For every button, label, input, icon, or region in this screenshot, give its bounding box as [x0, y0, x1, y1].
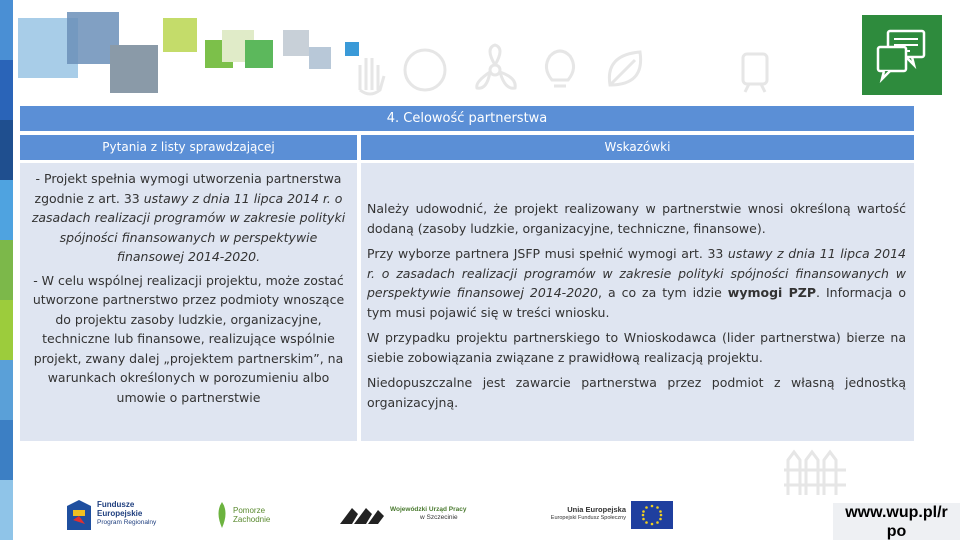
column-header-questions: Pytania z listy sprawdzającej	[20, 135, 357, 160]
logo-fundusze-europejskie	[65, 494, 165, 534]
pomorze-logo-icon	[215, 500, 229, 530]
train-icon	[725, 40, 785, 100]
logo-unia-europejska	[540, 494, 675, 534]
logo3-line2: w Szczecinie	[420, 514, 458, 521]
website-link[interactable]: www.wup.pl/r po	[833, 503, 960, 540]
eu-flag-icon	[631, 501, 673, 529]
question-paragraph-1	[28, 169, 349, 267]
question-1-act-title: ustawy z dnia 11 lipca 2014 r. o zasadach realizacji programów w zakresie polityki spójności finansowanych w perspektywie finansowej 2014-2020.	[31, 190, 346, 264]
hand-icon	[340, 40, 400, 100]
logo3-line1: Wojewódzki Urząd Pracy	[390, 506, 467, 513]
logo2-line2: Zachodnie	[233, 515, 271, 524]
hints-cell	[361, 163, 914, 441]
left-color-bar	[0, 0, 13, 540]
hint-2-act-title: ustawy z dnia 11 lipca 2014 r. o zasadach realizacji programów w zakresie polityki spójności finansowanych w perspektywie finansowej 2014-2020	[367, 246, 906, 300]
logo-wup-szczecin	[338, 494, 488, 534]
bulb-icon	[530, 40, 590, 100]
globe-icon	[395, 40, 455, 100]
hint-paragraph-2	[367, 244, 906, 322]
logo2-line1: Pomorze	[233, 506, 266, 515]
leaf-icon	[595, 40, 655, 100]
hint-2-text-e: . Informacja o tym musi pojawić się w treści wniosku.	[367, 285, 906, 320]
footer-logos	[60, 494, 780, 534]
hint-paragraph-1: Należy udowodnić, że projekt realizowany w partnerstwie wnosi określoną wartość dodaną (zasoby ludzkie, organizacyjne, techniczne, finansowe).	[367, 201, 906, 236]
section-header: 4. Celowość partnerstwa	[20, 106, 914, 131]
fe-logo-icon	[65, 496, 93, 532]
logo1-line3: Program Regionalny	[97, 519, 157, 526]
question-paragraph-2: - W celu wspólnej realizacji projektu, może zostać utworzone partnerstwo przez podmioty wnoszące do projektu zasoby ludzkie, organizacyjne, techniczne lub finansowe, realizujące wspólnie projekt, zwany dalej „projektem partnerskim”, na warunkach określonych w porozumieniu albo umowie o partnerstwie	[32, 272, 345, 405]
logo4-line2: Europejski Fundusz Społeczny	[550, 515, 626, 521]
fence-icon	[780, 440, 850, 500]
question-1-text: - Projekt spełnia wymogi utworzenia partnerstwa zgodnie z art. 33	[34, 171, 342, 206]
hint-paragraph-3: W przypadku projektu partnerskiego to Wnioskodawca (lider partnerstwa) bierze na siebie zobowiązania związane z prawidłową realizacją projektu.	[367, 330, 906, 365]
windmill-icon	[465, 40, 525, 100]
column-header-hints: Wskazówki	[361, 135, 914, 160]
chat-bubbles-icon	[862, 15, 942, 95]
logo-pomorze-zachodnie	[215, 494, 285, 534]
hint-2-pzp: wymogi PZP	[727, 285, 817, 300]
logo4-line1: Unia Europejska	[567, 505, 626, 514]
hint-2-text-a: Przy wyborze partnera JSFP musi spełnić wymogi art. 33	[367, 246, 728, 261]
questions-cell	[20, 163, 357, 441]
hint-2-text-c: , a co za tym idzie	[598, 285, 728, 300]
logo1-line1: Fundusze	[97, 500, 135, 509]
hint-paragraph-4: Niedopuszczalne jest zawarcie partnerstwa przez podmiot z własną jednostką organizacyjną.	[367, 375, 906, 410]
wup-logo-icon	[338, 500, 384, 530]
chat-icon-box	[862, 15, 942, 95]
logo1-line2: Europejskie	[97, 509, 143, 518]
